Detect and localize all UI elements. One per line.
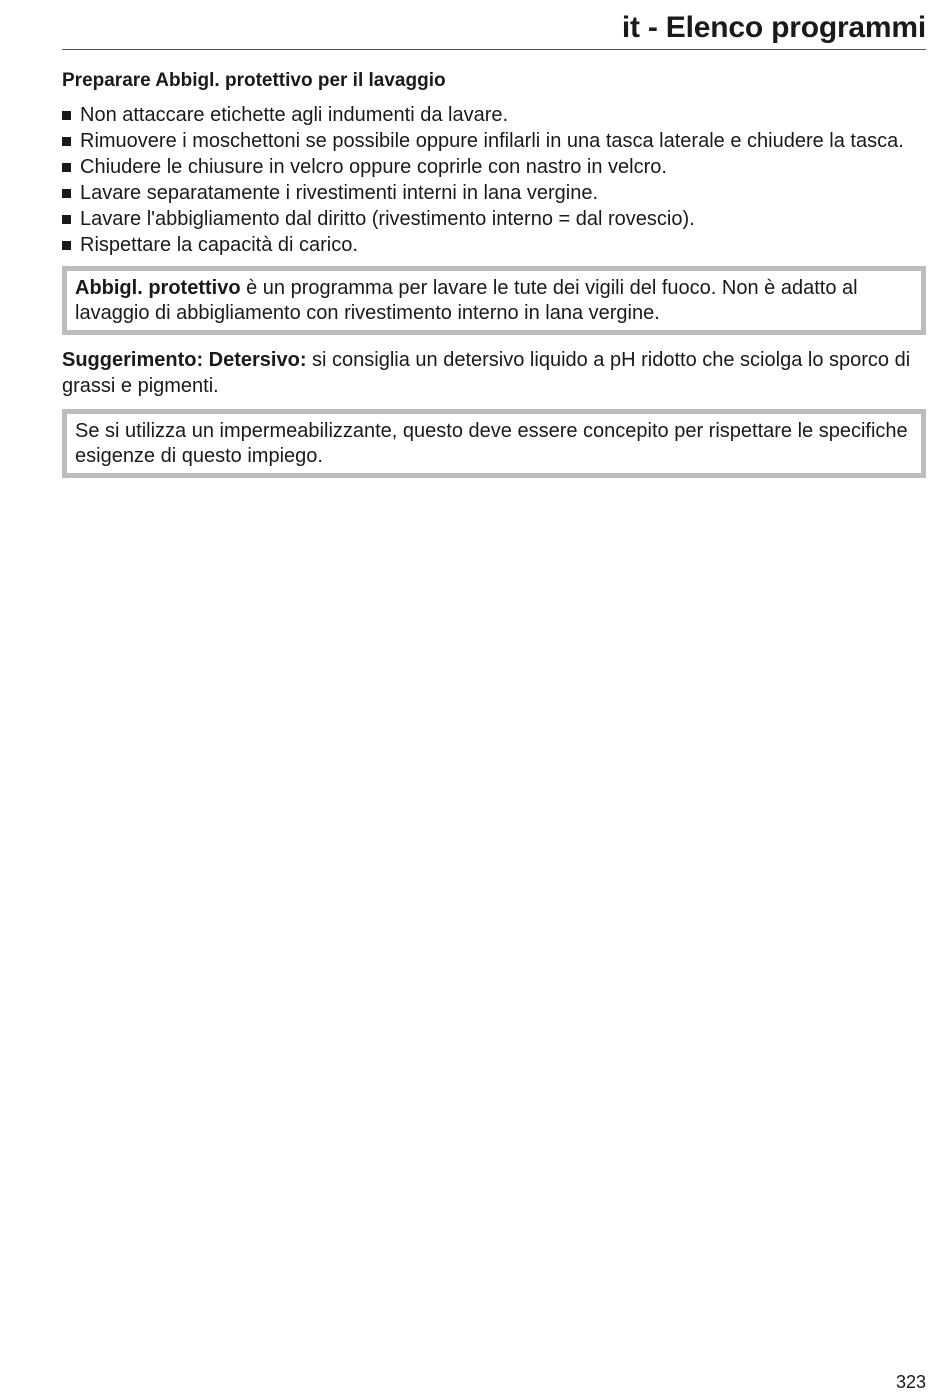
list-item <box>62 130 926 152</box>
notice-bold-label: Abbigl. protettivo <box>75 277 241 299</box>
main-content <box>62 66 926 478</box>
instruction-list <box>62 104 926 256</box>
tip-bold-label: Suggerimento: Detersivo: <box>62 349 307 371</box>
square-bullet-icon <box>62 215 71 224</box>
section-heading: Preparare Abbigl. protettivo per il lavaggio <box>62 70 446 91</box>
notice-box-waterproofing <box>62 409 926 478</box>
page-header-title: it - Elenco programmi <box>621 11 926 44</box>
list-item <box>62 234 926 256</box>
list-item-text: Lavare l'abbigliamento dal diritto (rivestimento interno = dal rovescio). <box>80 208 695 230</box>
list-item-text: Non attaccare etichette agli indumenti da lavare. <box>80 104 509 126</box>
header-divider <box>62 49 926 50</box>
notice-text: è un programma per lavare le tute dei vigili del fuoco. Non è adatto al lavaggio di abbigliamento con rivestimento interno in lana vergine. <box>75 277 858 324</box>
square-bullet-icon <box>62 111 71 120</box>
square-bullet-icon <box>62 163 71 172</box>
list-item <box>62 182 926 204</box>
list-item-text: Rimuovere i moschettoni se possibile oppure infilarli in una tasca laterale e chiudere la tasca. <box>80 130 904 152</box>
notice-text: Se si utilizza un impermeabilizzante, questo deve essere concepito per rispettare le specifiche esigenze di questo impiego. <box>75 420 908 467</box>
list-item <box>62 208 926 230</box>
square-bullet-icon <box>62 137 71 146</box>
square-bullet-icon <box>62 241 71 250</box>
square-bullet-icon <box>62 189 71 198</box>
detergent-tip <box>62 347 926 399</box>
tip-text: si consiglia un detersivo liquido a pH ridotto che sciolga lo sporco di grassi e pigmenti. <box>62 349 911 397</box>
list-item-text: Chiudere le chiusure in velcro oppure coprirle con nastro in velcro. <box>80 156 667 178</box>
notice-box-program-info <box>62 266 926 335</box>
list-item <box>62 156 926 178</box>
list-item-text: Lavare separatamente i rivestimenti interni in lana vergine. <box>80 182 599 204</box>
list-item-text: Rispettare la capacità di carico. <box>80 234 358 256</box>
list-item <box>62 104 926 126</box>
page-number: 323 <box>895 1372 926 1392</box>
